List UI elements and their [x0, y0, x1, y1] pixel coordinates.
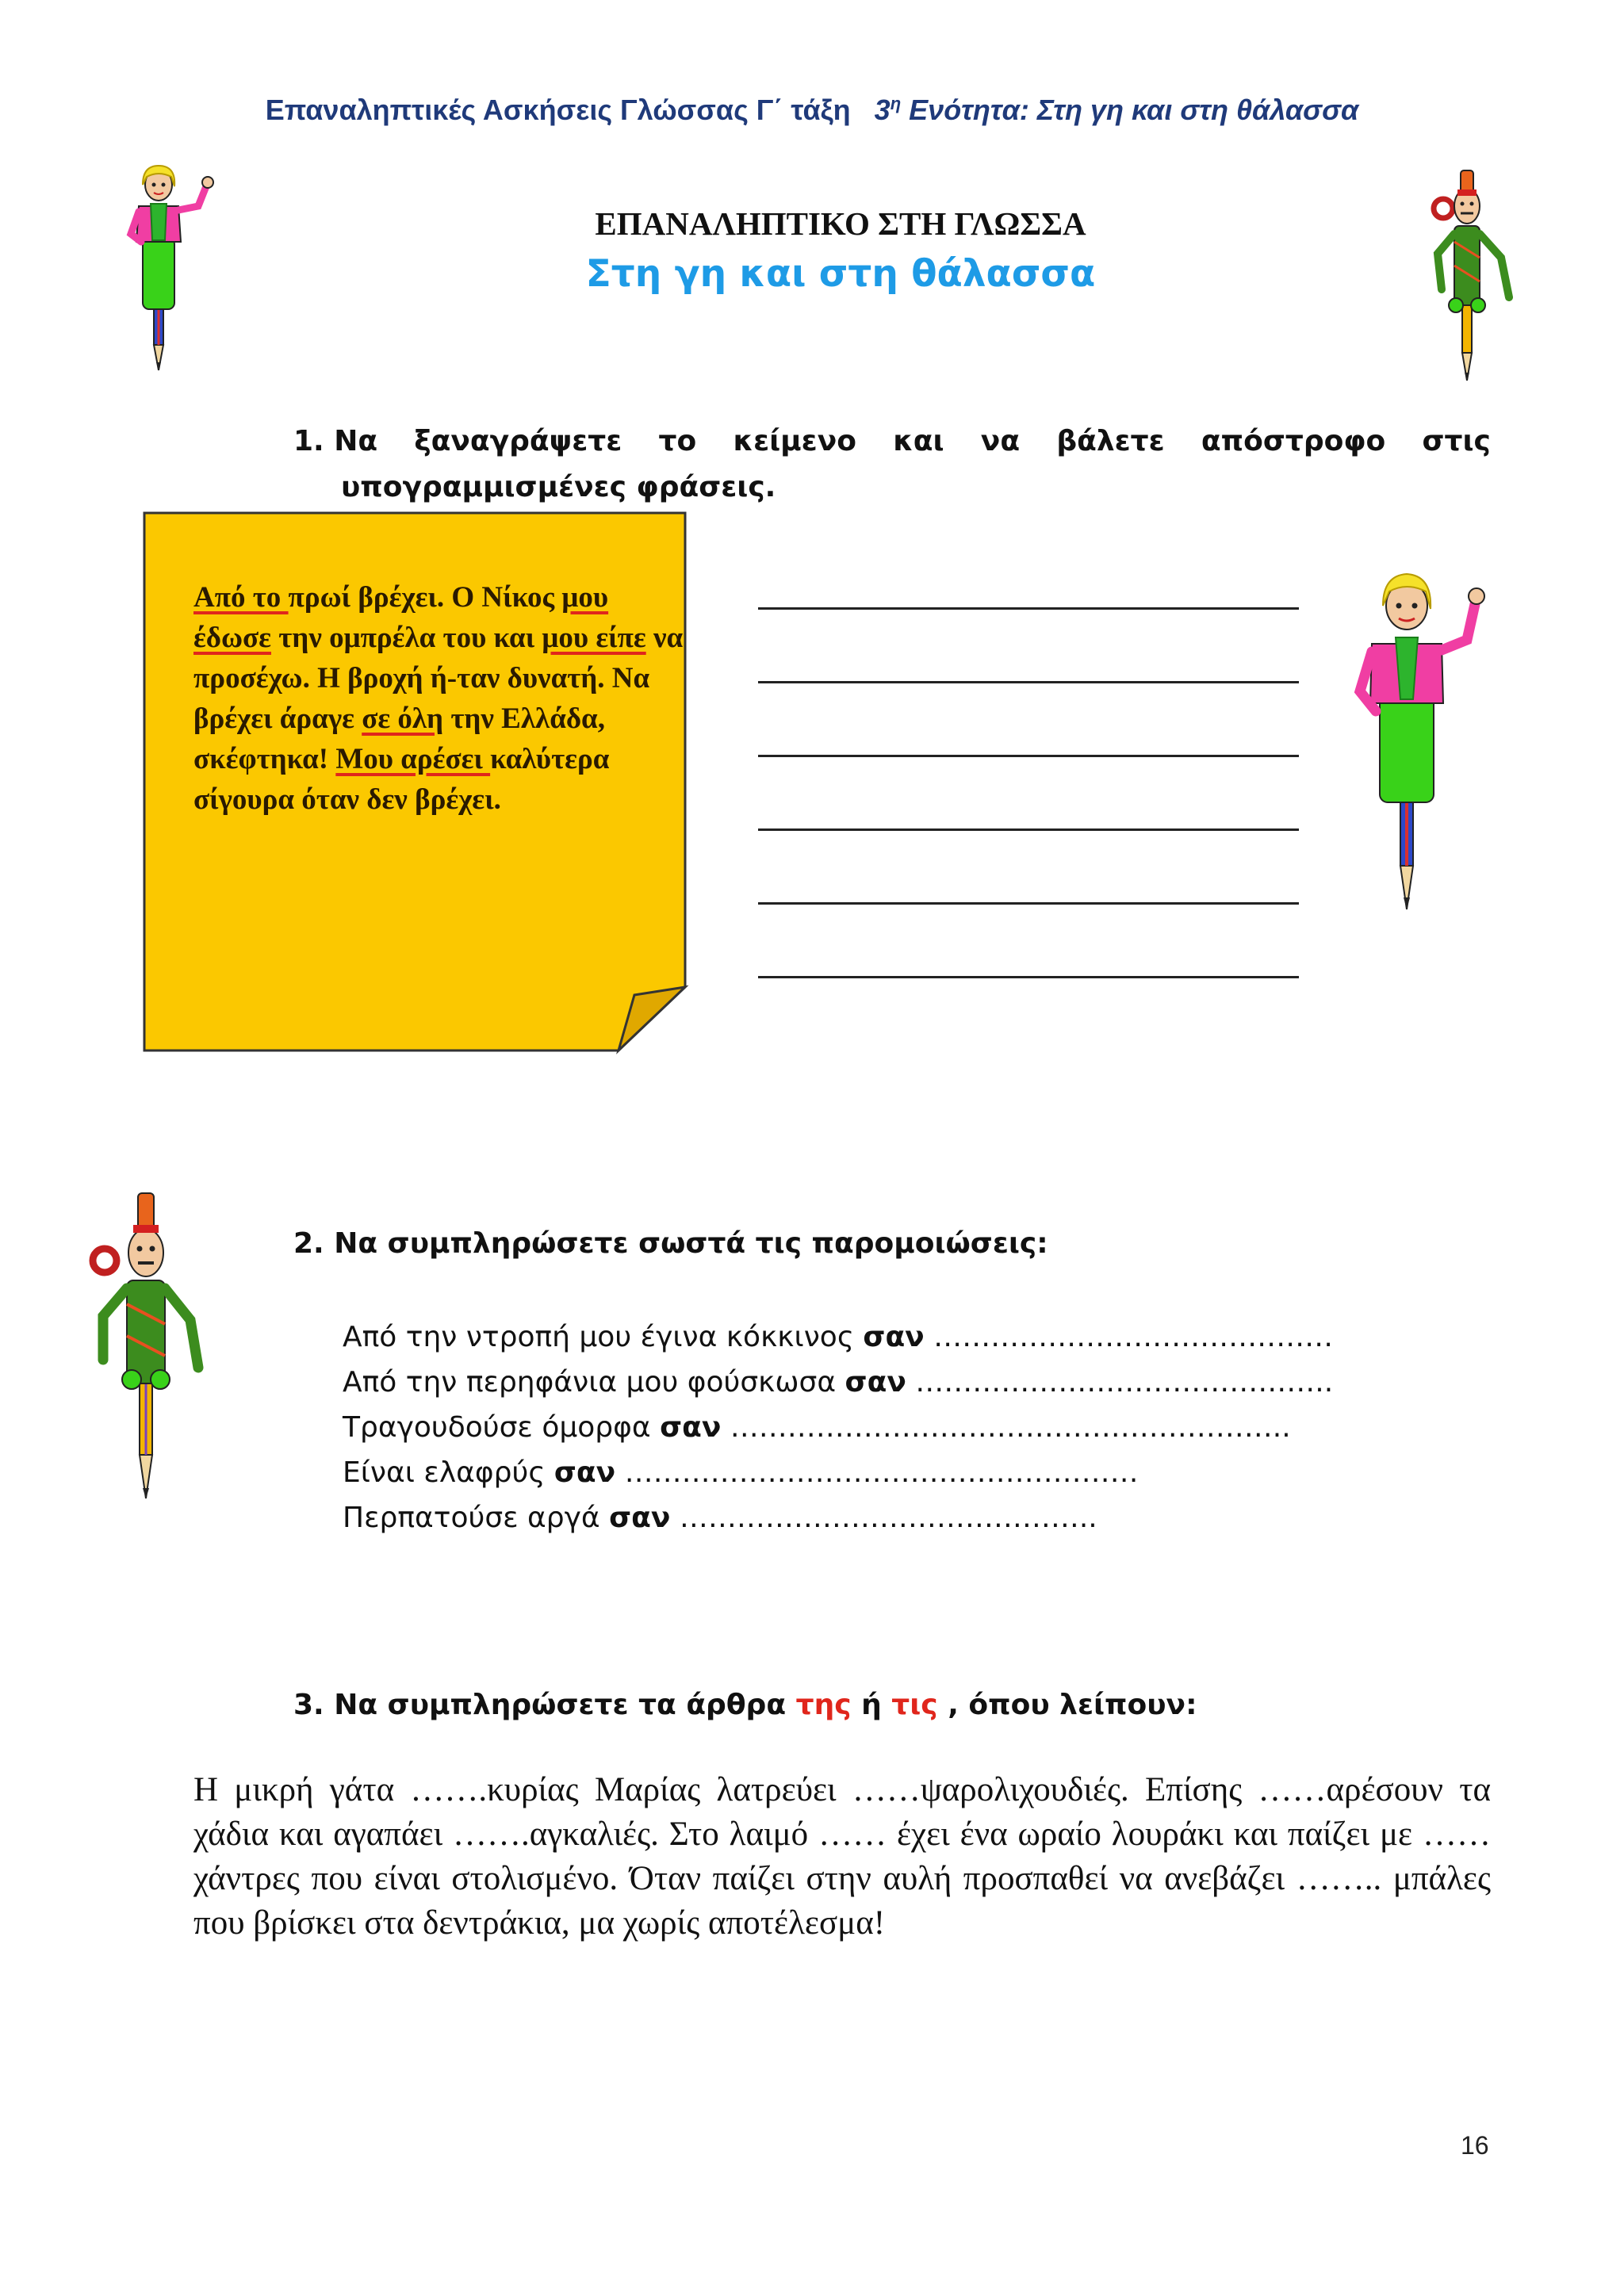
answer-line[interactable]	[758, 681, 1299, 683]
heading-word: και	[893, 425, 944, 457]
simile-san: σαν	[863, 1321, 925, 1353]
simile-san: σαν	[845, 1366, 906, 1399]
blank-dots[interactable]: ……………………………………..	[906, 1366, 1334, 1399]
exercise-1-heading	[293, 419, 1491, 511]
answer-line[interactable]	[758, 755, 1299, 757]
header-main: Επαναληπτικές Ασκήσεις Γλώσσας Γ΄ τάξη	[265, 94, 851, 126]
blank-dots[interactable]: ………………………………………………	[615, 1456, 1139, 1489]
simile-text: Περπατούσε αργά	[343, 1502, 610, 1534]
page-number: 16	[1461, 2131, 1489, 2160]
answer-line[interactable]	[758, 828, 1299, 831]
heading-word: ξαναγράψετε	[414, 425, 622, 457]
note-text: ταν δυνατή. Να βρέχει άραγε	[193, 662, 650, 735]
heading-word: να	[980, 425, 1021, 457]
underlined-phrase: Από το	[193, 581, 289, 614]
heading-word: κείμενο	[733, 425, 856, 457]
answer-line[interactable]	[758, 976, 1299, 978]
simile-item[interactable]	[343, 1450, 1333, 1495]
blank-dots[interactable]: …………………………………………………..	[721, 1411, 1291, 1444]
simile-item[interactable]	[343, 1360, 1333, 1405]
heading-word: το	[658, 425, 697, 457]
pencil-boy-icon	[1418, 163, 1537, 385]
simile-san: σαν	[660, 1411, 722, 1444]
simile-text: Είναι ελαφρύς	[343, 1456, 554, 1489]
pencil-boy-icon	[79, 1185, 214, 1502]
page-title: ΕΠΑΝΑΛΗΠΤΙΚΟ ΣΤΗ ΓΛΩΣΣΑ	[595, 205, 1086, 242]
answer-line[interactable]	[758, 607, 1299, 610]
simile-san: σαν	[553, 1456, 616, 1489]
heading-word: βάλετε	[1056, 425, 1165, 457]
blank-dots[interactable]: ……………………………………	[924, 1321, 1334, 1353]
simile-text: Από την ντροπή μου έγινα κόκκινος	[343, 1321, 864, 1353]
blank-dots[interactable]: ……………………………………..	[670, 1502, 1097, 1534]
note-text: την ομπρέλα του και	[271, 622, 542, 654]
note-text: καλύτερα σίγουρα όταν δεν βρέχει.	[193, 743, 610, 816]
cat-paragraph[interactable]: Η μικρή γάτα …….κυρίας Μαρίας λατρεύει ……ψαρολιχουδιές. Επίσης ……αρέσουν τα χάδια και αγαπάει …….αγκαλιές. Στο λαιμό …… έχει ένα ωραίο λουράκι και παίζει με …… χάντρες που είναι στολισμένο. Όταν παίζει στην αυλή προσπαθεί να ανεβάζει …….. μπάλες που βρίσκει στα δεντράκια, μα χωρίς αποτέλεσμα!	[193, 1771, 1491, 1942]
exercise-3-heading: 3. Να συμπληρώσετε τα άρθρα της ή τις , όπου λείπουν:	[293, 1689, 1197, 1721]
article-tis-singular: της	[795, 1689, 852, 1721]
header-unit: $3^\eta$ Ενότητα: Στη γη και στη θάλασσα	[874, 94, 1359, 126]
simile-list	[343, 1314, 1333, 1540]
underlined-phrase: σε όλη	[362, 702, 444, 735]
page-header	[0, 94, 1624, 127]
article-tis-plural: τις	[891, 1689, 938, 1721]
exercise-2-heading: 2. Να συμπληρώσετε σωστά τις παρομοιώσεις:	[293, 1227, 1048, 1260]
page-subtitle: Στη γη και στη θάλασσα	[585, 252, 1096, 296]
simile-text: Τραγουδούσε όμορφα	[343, 1411, 661, 1444]
underlined-phrase: Μου αρέσει	[335, 743, 491, 775]
exercise-1-number: 1. Να	[293, 425, 378, 457]
exercise-1-heading-line2: υπογραμμισμένες φράσεις.	[341, 471, 776, 503]
simile-san: σαν	[609, 1502, 671, 1534]
note-text: την Ελλάδα, σκέφτηκα!	[193, 702, 605, 775]
simile-text: Από την περηφάνια μου φούσκωσα	[343, 1366, 845, 1399]
sticky-note-text	[193, 577, 685, 820]
note-text: να προσέχω. Η βροχή ή-	[193, 622, 684, 695]
simile-item[interactable]	[343, 1405, 1333, 1450]
note-text: πρωί βρέχει. Ο Νίκος	[288, 581, 562, 614]
simile-item[interactable]	[343, 1495, 1333, 1540]
exercise-1-heading-line1	[293, 419, 1491, 465]
pencil-girl-icon	[1348, 564, 1487, 913]
simile-item[interactable]	[343, 1314, 1333, 1360]
answer-line[interactable]	[758, 902, 1299, 905]
pencil-girl-icon	[119, 163, 222, 377]
underlined-phrase: μου είπε	[542, 622, 646, 654]
heading-word: στις	[1422, 425, 1491, 457]
heading-word: απόστροφο	[1201, 425, 1386, 457]
underlined-phrase: μου έδωσε	[193, 581, 609, 654]
